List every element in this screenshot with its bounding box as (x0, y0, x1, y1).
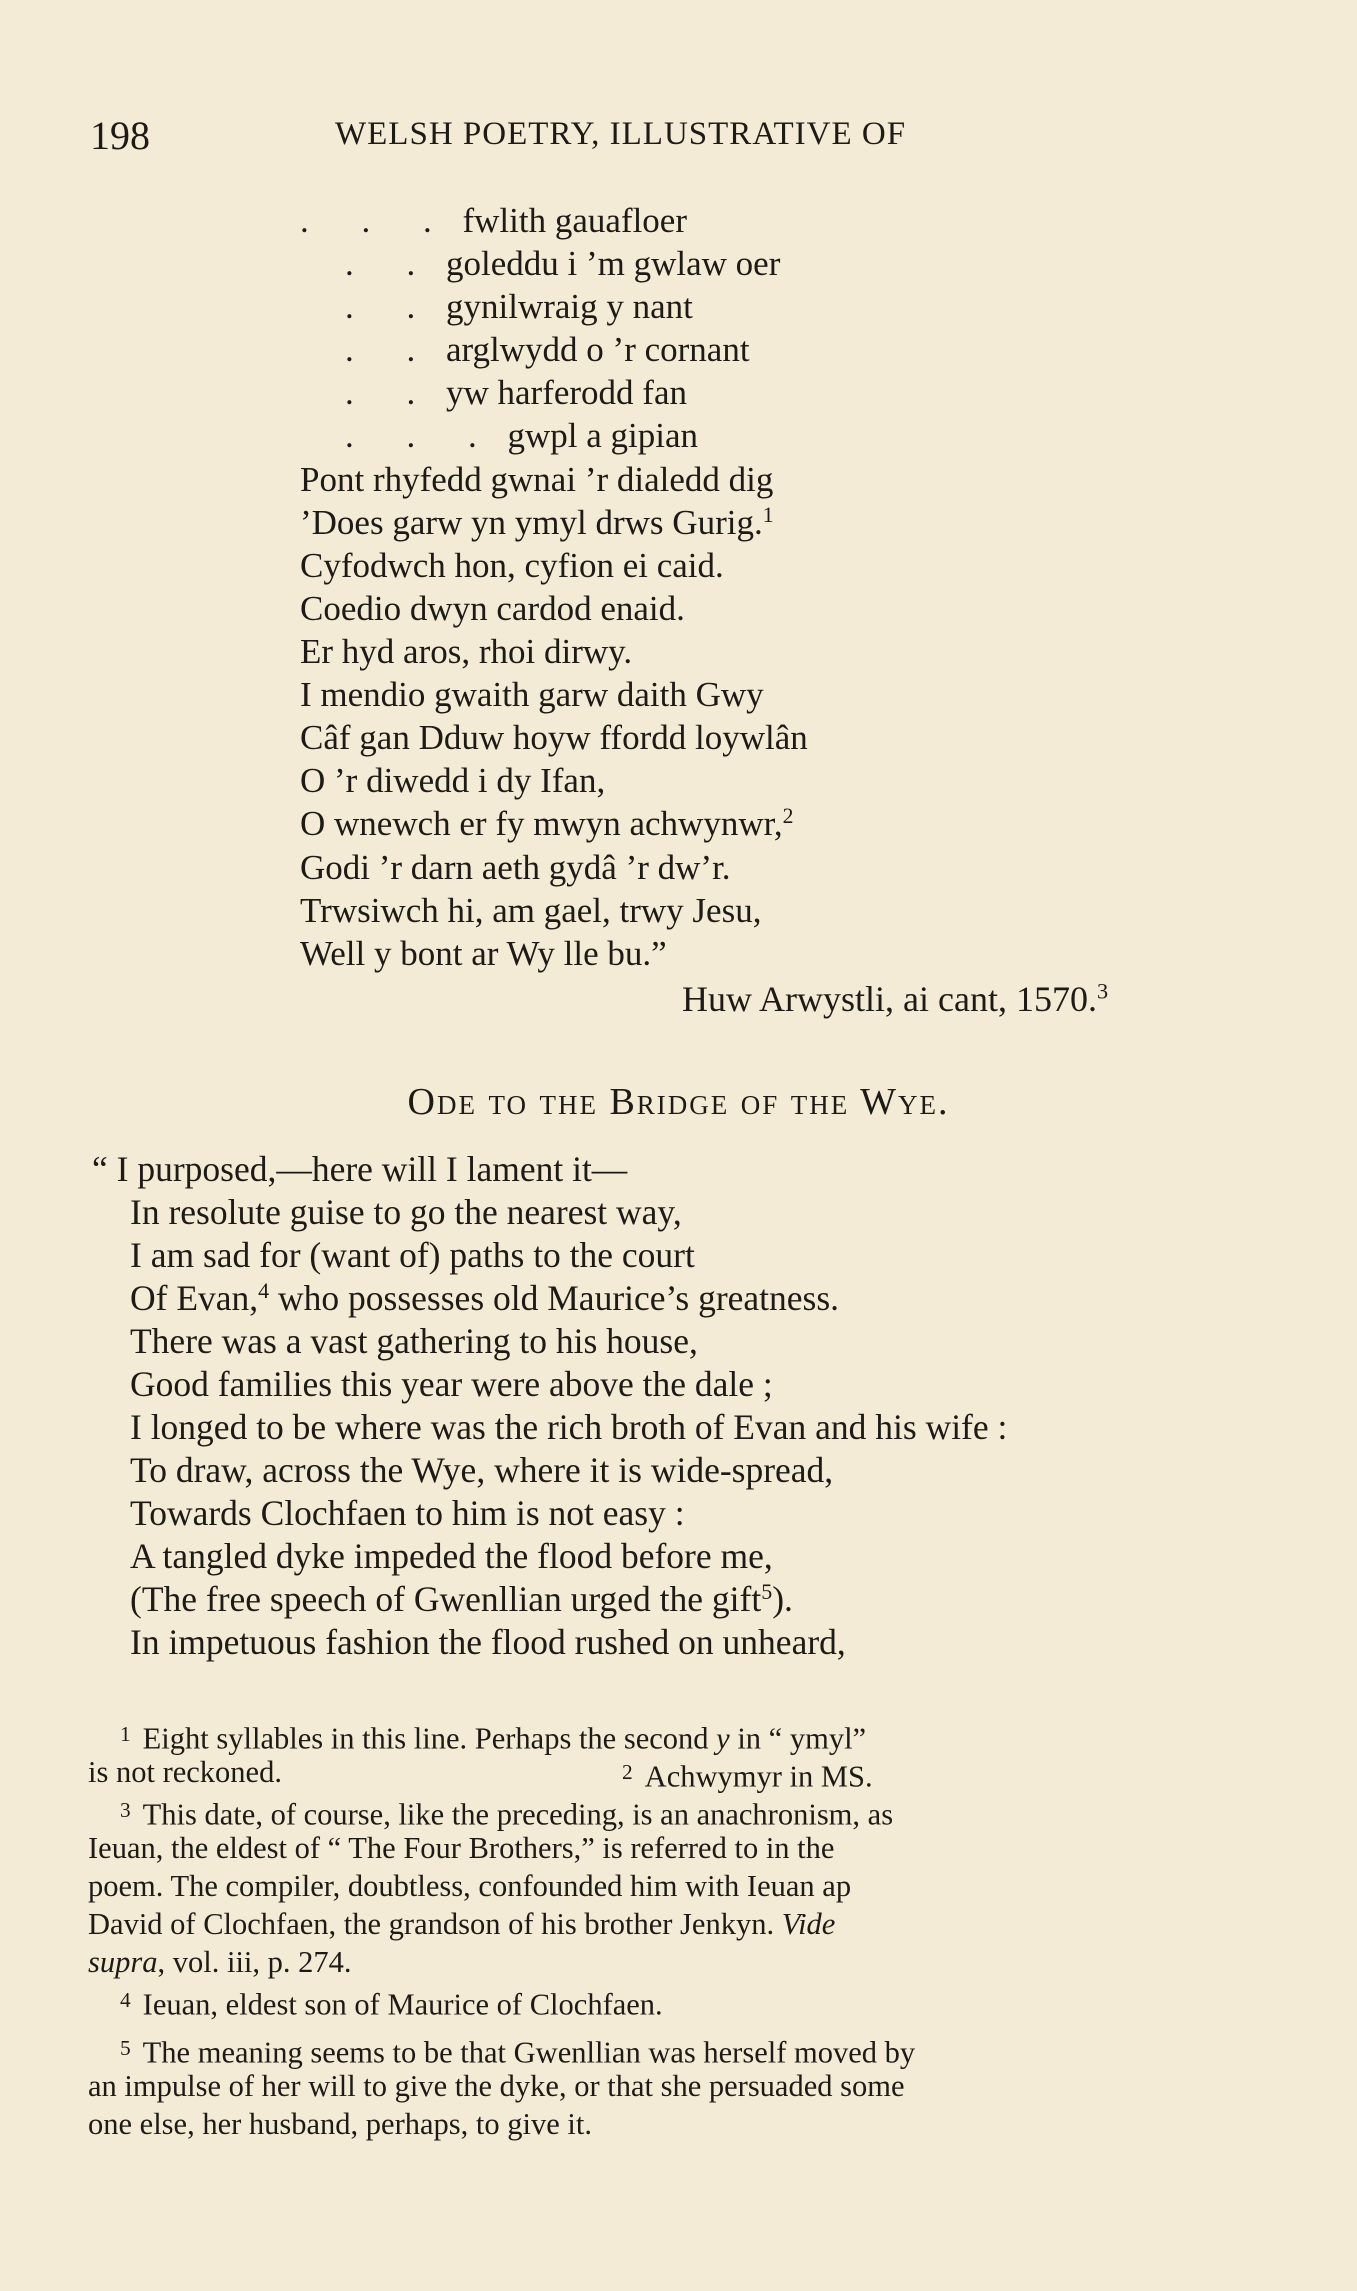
attribution-text: Huw Arwystli, ai cant, 1570. (682, 979, 1097, 1019)
footnote-ref[interactable]: 2 (782, 804, 794, 829)
poem-line (300, 803, 793, 845)
poem-line: O ’r diwedd i dy Ifan, (300, 761, 606, 800)
footnote-text: Ieuan, eldest son of Maurice of Clochfaen. (142, 1987, 663, 2022)
poem-line-text: yw harferodd fan (446, 373, 688, 412)
translation-line: In impetuous fashion the flood rushed on unheard, (130, 1622, 846, 1662)
poem-line-text: O wnewch er fy mwyn achwynwr, (300, 804, 783, 843)
footnote-text: The meaning seems to be that Gwenllian was herself moved by (142, 2035, 916, 2070)
translation-line (130, 1277, 839, 1319)
translation-line: I longed to be where was the rich broth of Evan and his wife : (130, 1407, 1008, 1447)
poem-line (300, 502, 774, 544)
footnote-marker: 1 (120, 1722, 131, 1746)
section-title: Ode to the Bridge of the Wye. (407, 1081, 950, 1123)
poem-line: Pont rhyfedd gwnai ’r dialedd dig (300, 460, 774, 499)
footnote-5 (120, 2029, 915, 2071)
running-title: WELSH POETRY, ILLUSTRATIVE OF (335, 116, 907, 152)
ellipsis-dots: . . (345, 373, 438, 412)
poem-line (300, 200, 687, 242)
translation-line: Good families this year were above the dale ; (130, 1364, 773, 1404)
poem-line: Well y bont ar Wy lle bu.” (300, 934, 667, 973)
poem-line-text: arglwydd o ’r cornant (446, 330, 750, 369)
footnote-ref[interactable]: 1 (762, 503, 774, 528)
footnote-3-line: Ieuan, the eldest of “ The Four Brothers,” is referred to in the (88, 1831, 835, 1865)
translation-line: There was a vast gathering to his house, (130, 1321, 698, 1361)
footnote-5-line: an impulse of her will to give the dyke, or that she persuaded some (88, 2069, 905, 2103)
footnote-text: in “ ymyl” (729, 1721, 867, 1756)
footnote-ref[interactable]: 3 (1096, 978, 1109, 1004)
poem-line-text: fwlith gauafloer (462, 201, 687, 240)
poem-line: Cyfodwch hon, cyfion ei caid. (300, 546, 724, 585)
footnote-ref[interactable]: 4 (258, 1277, 270, 1303)
poem-line-text: gynilwraig y nant (446, 287, 693, 326)
ellipsis-dots: . . (345, 287, 438, 326)
footnote-marker: 2 (622, 1760, 633, 1784)
footnote-ref[interactable]: 5 (761, 1578, 773, 1604)
footnote-italic: Vide (781, 1907, 836, 1941)
poem-line: Trwsiwch hi, am gael, trwy Jesu, (300, 891, 762, 930)
footnote-text: Eight syllables in this line. Perhaps the second (142, 1721, 717, 1756)
poem-line (345, 329, 750, 371)
footnote-3-line (88, 1943, 352, 1981)
footnote-text: This date, of course, like the preceding, is an anachronism, as (142, 1797, 894, 1832)
translation-text: ). (772, 1579, 793, 1619)
ellipsis-dots: . . (345, 244, 438, 283)
footnote-2 (622, 1753, 873, 1795)
poem-line (345, 243, 780, 285)
poem-line: Coedio dwyn cardod enaid. (300, 589, 685, 628)
footnote-1-continued: is not reckoned. (88, 1755, 282, 1789)
translation-line: A tangled dyke impeded the flood before me, (130, 1536, 773, 1576)
poem-line (345, 372, 687, 414)
poem-line-text: gwpl a gipian (507, 416, 699, 455)
footnote-text: Achwymyr in MS. (644, 1759, 873, 1794)
translation-line: In resolute guise to go the nearest way, (130, 1192, 682, 1232)
translation-line (130, 1578, 793, 1620)
footnote-5-line: one else, her husband, perhaps, to give it. (88, 2107, 592, 2141)
translation-line: Towards Clochfaen to him is not easy : (130, 1493, 685, 1533)
poem-line: Câf gan Dduw hoyw ffordd loywlân (300, 718, 808, 757)
footnote-marker: 5 (120, 2036, 131, 2060)
footnote-3-line: poem. The compiler, doubtless, confounded him with Ieuan ap (88, 1869, 852, 1903)
running-head (90, 112, 1240, 162)
ellipsis-dots: . . (345, 330, 438, 369)
poem-line (345, 415, 698, 457)
page-number: 198 (90, 113, 150, 158)
translation-text: Of Evan, (130, 1278, 259, 1318)
translation-text: who possesses old Maurice’s greatness. (269, 1278, 840, 1318)
footnote-marker: 4 (120, 1988, 131, 2012)
poem-line (345, 286, 693, 328)
footnote-marker: 3 (120, 1798, 131, 1822)
poem-attribution (682, 978, 1108, 1020)
footnote-3 (120, 1791, 893, 1833)
footnote-text: David of Clochfaen, the grandson of his brother Jenkyn. (88, 1907, 782, 1941)
poem-line: I mendio gwaith garw daith Gwy (300, 675, 764, 714)
footnote-3-line (88, 1905, 835, 1943)
ellipsis-dots: . . . (345, 416, 499, 455)
footnote-italic: y (716, 1721, 730, 1756)
poem-line-text: ’Does garw yn ymyl drws Gurig. (300, 503, 763, 542)
footnote-1 (120, 1715, 866, 1757)
footnote-italic: supra (88, 1945, 158, 1979)
translation-line: To draw, across the Wye, where it is wide-spread, (130, 1450, 834, 1490)
translation-text: (The free speech of Gwenllian urged the gift (130, 1579, 762, 1619)
footnote-text: , vol. iii, p. 274. (157, 1945, 352, 1979)
ellipsis-dots: . . . (300, 201, 454, 240)
poem-line: Godi ’r darn aeth gydâ ’r dw’r. (300, 848, 731, 887)
translation-line: “ I purposed,—here will I lament it— (92, 1149, 628, 1189)
poem-line: Er hyd aros, rhoi dirwy. (300, 632, 633, 671)
poem-line-text: goleddu i ’m gwlaw oer (446, 244, 781, 283)
footnote-4 (120, 1981, 663, 2023)
translation-line: I am sad for (want of) paths to the court (130, 1235, 695, 1275)
